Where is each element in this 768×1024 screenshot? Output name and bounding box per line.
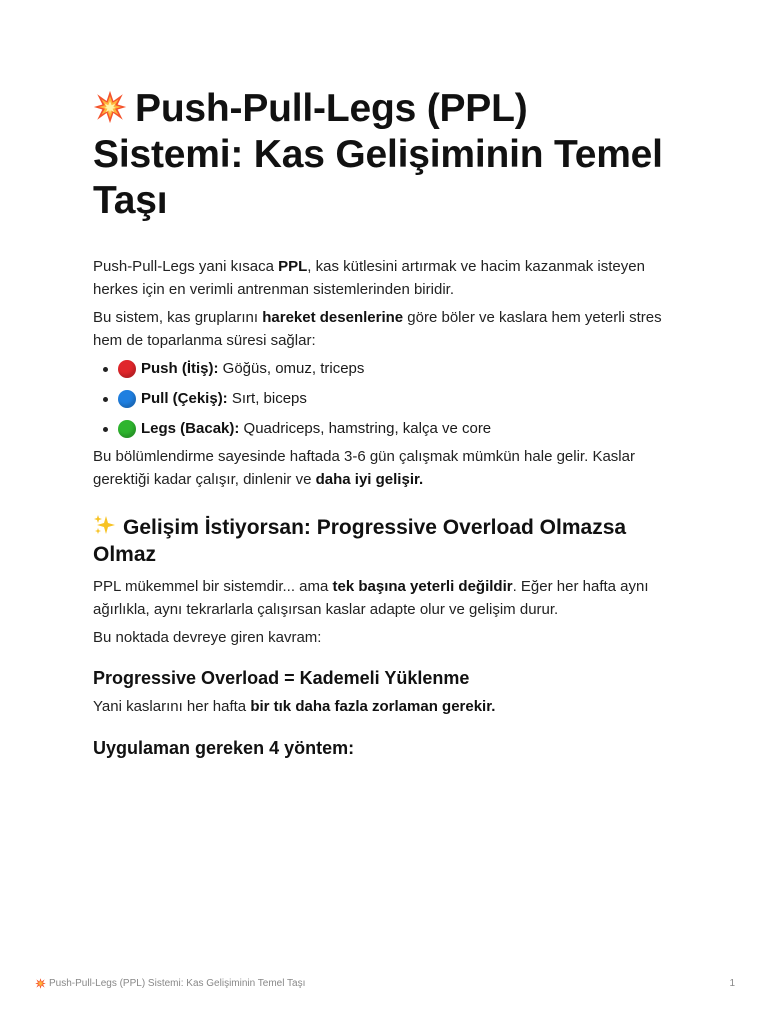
sparkles-icon — [93, 513, 117, 537]
bullet-icon — [103, 427, 108, 432]
intro-paragraph: Push-Pull-Legs yani kısaca PPL, kas kütlesini artırmak ve hacim kazanmak isteyen herkes için en verimli antrenman sistemlerinden biridir. — [93, 258, 645, 298]
page-footer — [35, 978, 735, 989]
system-paragraph: Bu sistem, kas gruplarını hareket desenlerine göre böler ve kaslara hem yeterli stres hem de toparlanma süresi sağlar: — [93, 309, 662, 349]
page-number: 1 — [729, 978, 735, 989]
red-circle-icon — [118, 360, 136, 378]
collision-icon — [35, 978, 46, 989]
concept-intro: Bu noktada devreye giren kavram: — [93, 629, 322, 646]
green-circle-icon — [118, 420, 136, 438]
section-heading: Gelişim İstiyorsan: Progressive Overload Olmazsa Olmaz — [93, 513, 683, 568]
list-item-pull: Pull (Çekiş): Sırt, biceps — [103, 388, 683, 410]
collision-icon — [93, 90, 127, 124]
overload-explanation: Yani kaslarını her hafta bir tık daha fazla zorlaman gerekir. — [93, 697, 496, 715]
blue-circle-icon — [118, 390, 136, 408]
subheading-progressive-overload: Progressive Overload = Kademeli Yüklenme — [93, 667, 470, 688]
bullet-icon — [103, 367, 108, 372]
document-page — [93, 86, 683, 760]
list-item-legs: Legs (Bacak): Quadriceps, hamstring, kalça ve core — [103, 418, 683, 440]
title-text: Push-Pull-Legs (PPL) Sistemi: Kas Gelişiminin Temel Taşı — [93, 87, 663, 222]
list-item-push: Push (İtiş): Göğüs, omuz, triceps — [103, 358, 683, 380]
split-list — [93, 358, 683, 440]
overload-paragraph: PPL mükemmel bir sistemdir... ama tek başına yeterli değildir. Eğer her hafta aynı ağırlıkla, aynı tekrarlarla çalışırsan kaslar adapte olur ve gelişim durur. — [93, 578, 649, 618]
footer-title: Push-Pull-Legs (PPL) Sistemi: Kas Gelişiminin Temel Taşı — [49, 978, 306, 989]
page-title — [93, 86, 683, 224]
summary-paragraph: Bu bölümlendirme sayesinde haftada 3-6 gün çalışmak mümkün hale gelir. Kaslar gerektiği kadar çalışır, dinlenir ve daha iyi gelişir. — [93, 448, 635, 488]
bullet-icon — [103, 397, 108, 402]
subheading-methods: Uygulaman gereken 4 yöntem: — [93, 738, 355, 758]
